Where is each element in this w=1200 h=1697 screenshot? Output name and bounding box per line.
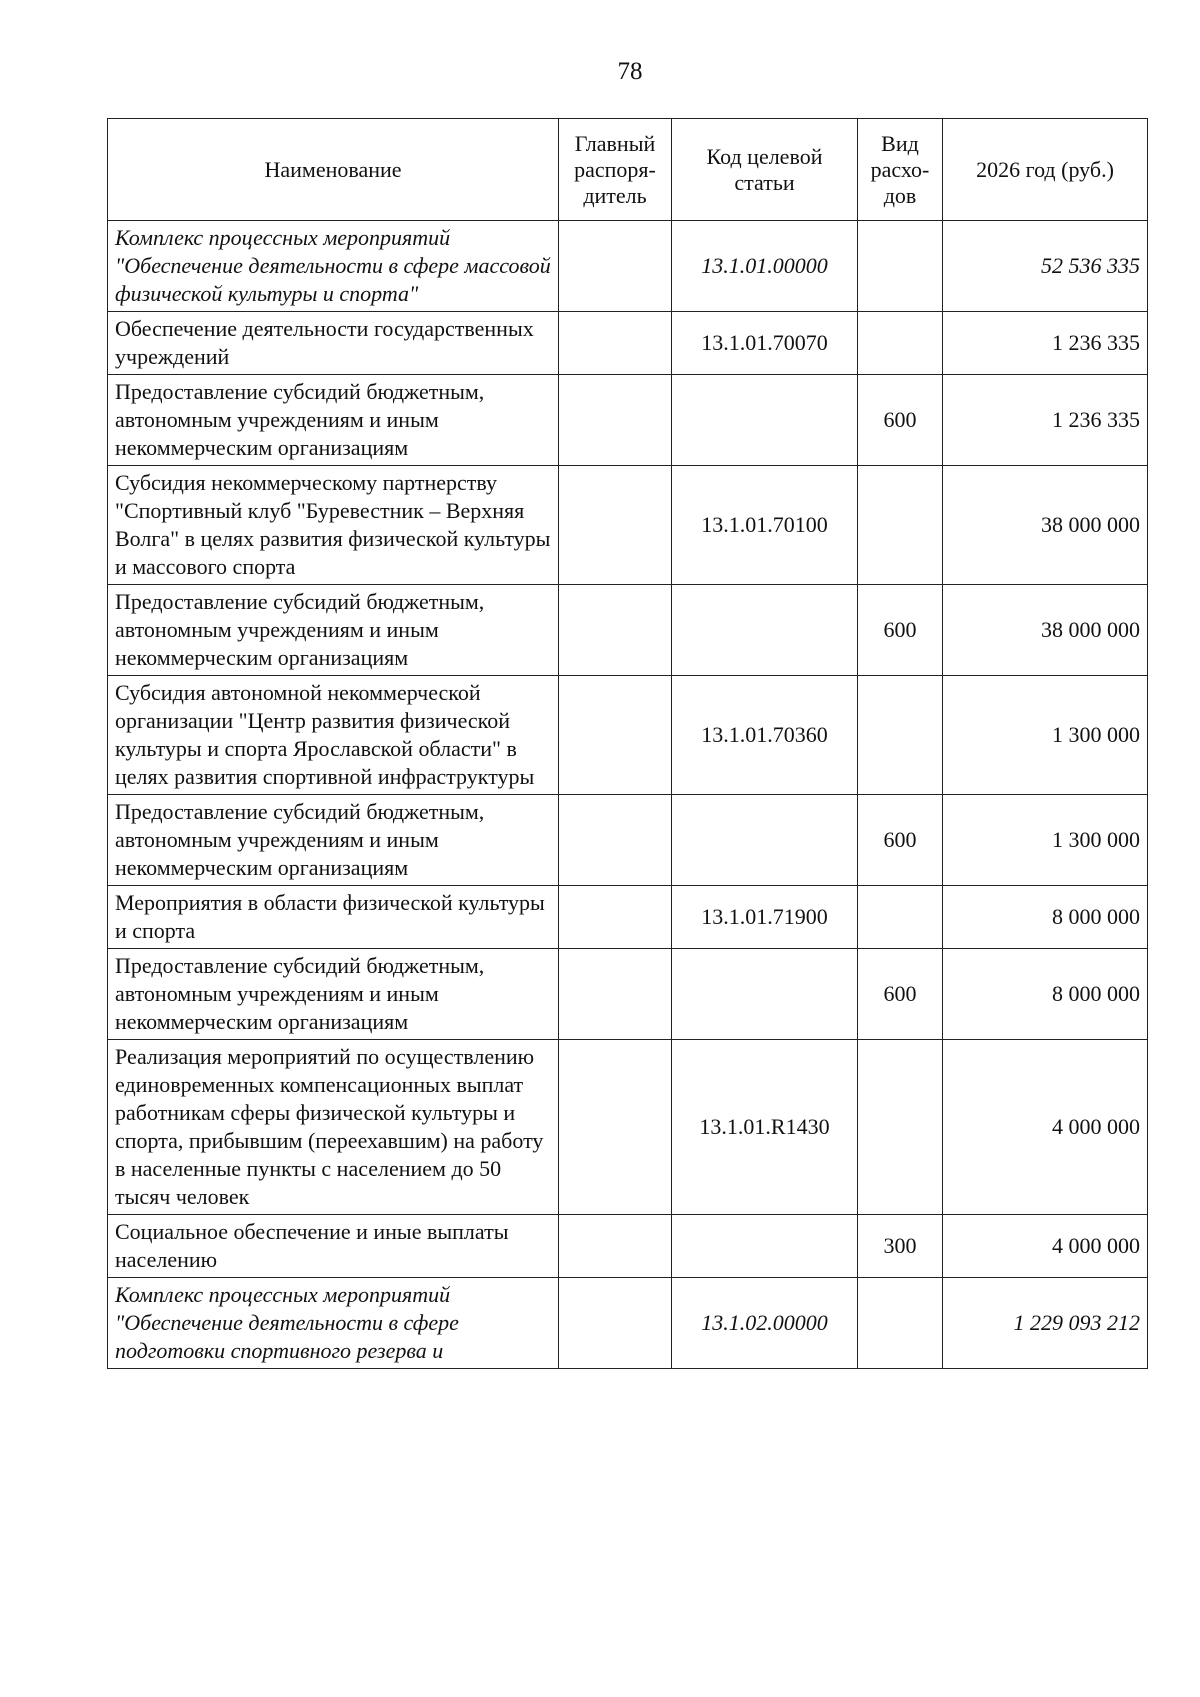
table-header-row bbox=[108, 119, 1148, 221]
header-code: Код целевой статьи bbox=[672, 119, 858, 221]
row-manager-cell bbox=[559, 949, 672, 1040]
row-manager-cell bbox=[559, 886, 672, 949]
table-row bbox=[108, 1278, 1148, 1369]
row-amount-cell: 1 236 335 bbox=[943, 375, 1148, 466]
row-kind-cell bbox=[858, 1278, 943, 1369]
row-kind-cell bbox=[858, 312, 943, 375]
row-amount-cell: 1 229 093 212 bbox=[943, 1278, 1148, 1369]
table-row bbox=[108, 1215, 1148, 1278]
page-number: 78 bbox=[617, 58, 643, 85]
row-amount-cell: 52 536 335 bbox=[943, 221, 1148, 312]
row-amount-cell: 4 000 000 bbox=[943, 1040, 1148, 1215]
table-row bbox=[108, 886, 1148, 949]
row-name-cell: Предоставление субсидий бюджетным, автономным учреждениям и иным некоммерческим организациям bbox=[108, 795, 559, 886]
row-manager-cell bbox=[559, 1040, 672, 1215]
header-name: Наименование bbox=[108, 119, 559, 221]
row-code-cell: 13.1.01.71900 bbox=[672, 886, 858, 949]
row-name-cell: Мероприятия в области физической культуры и спорта bbox=[108, 886, 559, 949]
row-code-cell: 13.1.01.70100 bbox=[672, 466, 858, 585]
row-kind-cell: 600 bbox=[858, 949, 943, 1040]
row-name-cell: Предоставление субсидий бюджетным, автономным учреждениям и иным некоммерческим организациям bbox=[108, 375, 559, 466]
header-kind: Вид расхо-дов bbox=[858, 119, 943, 221]
header-amount: 2026 год (руб.) bbox=[943, 119, 1148, 221]
row-name-cell: Комплекс процессных мероприятий "Обеспечение деятельности в сфере массовой физической культуры и спорта" bbox=[108, 221, 559, 312]
table-row bbox=[108, 312, 1148, 375]
row-kind-cell bbox=[858, 1040, 943, 1215]
row-name-cell: Субсидия автономной некоммерческой организации "Центр развития физической культуры и спорта Ярославской области" в целях развития спортивной инфраструктуры bbox=[108, 676, 559, 795]
row-amount-cell: 1 300 000 bbox=[943, 795, 1148, 886]
row-manager-cell bbox=[559, 585, 672, 676]
row-name-cell: Реализация мероприятий по осуществлению единовременных компенсационных выплат работникам сферы физической культуры и спорта, прибывшим (переехавшим) на работу в населенные пункты с населением до 50 тысяч человек bbox=[108, 1040, 559, 1215]
row-kind-cell bbox=[858, 466, 943, 585]
row-manager-cell bbox=[559, 312, 672, 375]
row-amount-cell: 4 000 000 bbox=[943, 1215, 1148, 1278]
row-amount-cell: 8 000 000 bbox=[943, 886, 1148, 949]
row-amount-cell: 8 000 000 bbox=[943, 949, 1148, 1040]
row-amount-cell: 1 236 335 bbox=[943, 312, 1148, 375]
row-name-cell: Предоставление субсидий бюджетным, автономным учреждениям и иным некоммерческим организациям bbox=[108, 949, 559, 1040]
row-kind-cell: 300 bbox=[858, 1215, 943, 1278]
row-manager-cell bbox=[559, 1278, 672, 1369]
table-row bbox=[108, 795, 1148, 886]
row-manager-cell bbox=[559, 466, 672, 585]
table-row bbox=[108, 949, 1148, 1040]
header-manager: Главный распоря-дитель bbox=[559, 119, 672, 221]
row-code-cell: 13.1.02.00000 bbox=[672, 1278, 858, 1369]
row-name-cell: Предоставление субсидий бюджетным, автономным учреждениям и иным некоммерческим организациям bbox=[108, 585, 559, 676]
row-code-cell bbox=[672, 795, 858, 886]
row-kind-cell: 600 bbox=[858, 375, 943, 466]
row-code-cell bbox=[672, 375, 858, 466]
table-row bbox=[108, 375, 1148, 466]
row-amount-cell: 38 000 000 bbox=[943, 585, 1148, 676]
row-name-cell: Субсидия некоммерческому партнерству "Спортивный клуб "Буревестник – Верхняя Волга" в целях развития физической культуры и массового спорта bbox=[108, 466, 559, 585]
row-manager-cell bbox=[559, 795, 672, 886]
row-kind-cell bbox=[858, 221, 943, 312]
table-row bbox=[108, 1040, 1148, 1215]
row-name-cell: Комплекс процессных мероприятий "Обеспечение деятельности в сфере подготовки спортивного резерва и bbox=[108, 1278, 559, 1369]
row-code-cell bbox=[672, 585, 858, 676]
table-row bbox=[108, 585, 1148, 676]
row-code-cell: 13.1.01.70070 bbox=[672, 312, 858, 375]
row-manager-cell bbox=[559, 375, 672, 466]
row-manager-cell bbox=[559, 221, 672, 312]
row-amount-cell: 1 300 000 bbox=[943, 676, 1148, 795]
budget-table bbox=[107, 118, 1148, 1369]
row-kind-cell bbox=[858, 676, 943, 795]
row-amount-cell: 38 000 000 bbox=[943, 466, 1148, 585]
row-kind-cell: 600 bbox=[858, 585, 943, 676]
row-name-cell: Социальное обеспечение и иные выплаты населению bbox=[108, 1215, 559, 1278]
row-manager-cell bbox=[559, 1215, 672, 1278]
row-code-cell: 13.1.01.R1430 bbox=[672, 1040, 858, 1215]
row-kind-cell bbox=[858, 886, 943, 949]
table-body bbox=[108, 221, 1148, 1369]
row-code-cell bbox=[672, 1215, 858, 1278]
row-code-cell: 13.1.01.00000 bbox=[672, 221, 858, 312]
row-manager-cell bbox=[559, 676, 672, 795]
table-row bbox=[108, 221, 1148, 312]
table-row bbox=[108, 466, 1148, 585]
row-code-cell: 13.1.01.70360 bbox=[672, 676, 858, 795]
table-row bbox=[108, 676, 1148, 795]
row-code-cell bbox=[672, 949, 858, 1040]
row-kind-cell: 600 bbox=[858, 795, 943, 886]
row-name-cell: Обеспечение деятельности государственных учреждений bbox=[108, 312, 559, 375]
